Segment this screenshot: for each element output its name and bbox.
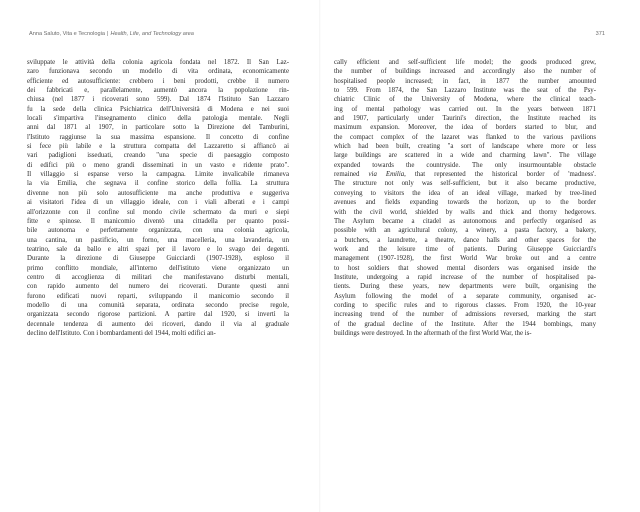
english-text-line: possible with an agricultural colony, a winery, a pasta factory, a bakery, [334, 227, 596, 235]
italian-text-line: locali s'impartiva l'insegnamento clinico della patologia mentale. Negli [27, 115, 289, 123]
italian-text-line: Il villaggio si espanse verso la campagna. Limite invalicabile rimaneva [27, 171, 289, 179]
italian-text-line: ai visitatori l'idea di un villaggio ideale, con i viali alberati e i campi [27, 199, 289, 207]
italian-text-line: centro di accoglienza di militari che manifestavano disturbi mentali, [27, 273, 289, 281]
italian-text-line: Durante la direzione di Giuseppe Guicciardi (1907-1928), esploso il [27, 255, 289, 263]
english-text-line: expanded towards the countryside. The only insurmountable obstacle [334, 161, 596, 169]
italian-text-line: con rapido aumento del numero dei ricoverati. Durante questi anni [27, 283, 289, 291]
english-text-line: tients. During these years, new departments were built, organising the [334, 283, 596, 291]
italian-text-column [27, 58, 289, 338]
english-text-line: to 599. From 1874, the San Lazzaro Institute was the seat of the Psy- [334, 87, 596, 95]
english-text-line: Asylum following the model of a separate community, organised ac- [334, 292, 596, 300]
english-text-line: management (1907-1928), the first World War broke out and a centre [334, 255, 596, 263]
english-text-column [334, 58, 596, 338]
english-text-line: Institute, undergoing a rapid increase of the number of hospitalised pa- [334, 273, 596, 281]
english-text-line: of the gradual decline of the Institute. After the 1944 bombings, many [334, 320, 596, 328]
italian-text-line: decennale tendenza di aumento dei ricoveri, dando il via al graduale [27, 320, 289, 328]
italian-text-line: zaro funzionava secondo un modello di vita ordinata, economicamente [27, 68, 289, 76]
italian-text-line: teatrino, sale da ballo e altri spazi per il lavoro e lo svago dei degenti. [27, 245, 289, 253]
running-head-author: Anna Saluto, Vita e Tecnologia [29, 31, 105, 37]
english-text-line: which had been built, creating "a sort of landscape where more or less [334, 143, 596, 151]
italian-text-line: l'Istituto raggiunse la sua massima espansione. Il concetto di confine [27, 133, 289, 141]
english-text-line: chiatric Clinic of the University of Modena, where the clinical teach- [334, 96, 596, 104]
running-head [29, 31, 194, 37]
english-text-line: the compact complex of the lazaret was flanked to the various pavilions [334, 133, 596, 141]
italian-text-line: una cantina, un pastificio, un forno, una macelleria, una lavanderia, un [27, 236, 289, 244]
english-text-line: cording to specific rules and to rigorous classes. From 1920, the 10-year [334, 301, 596, 309]
italian-text-line: bile autonoma e perfettamente organizzata, con una colonia agricola, [27, 227, 289, 235]
english-text-line: buildings were destroyed. In the aftermath of the first World War, the is- [334, 329, 532, 337]
english-text-line: ing of mental pathology was carried out. In the years between 1871 [334, 105, 596, 113]
running-head-subtitle: Health, Life, and Technology area [110, 31, 194, 37]
italian-text-line: chiusa (nel 1877 i ricoverati sono 599). Dal 1874 l'Istituto San Lazzaro [27, 96, 289, 104]
italian-text-line: fitte e spinose. Il manicomio diventò una cittadella per quanto possi- [27, 217, 289, 225]
english-text-line: hospitalised people increased; in fact, in 1877 the number amounted [334, 77, 596, 85]
italian-text-line: efficiente ed autosufficiente: crebbero i beni prodotti, crebbe il numero [27, 77, 289, 85]
italian-text-line: declino dell'Istituto. Con i bombardamenti del 1944, molti edifici an- [27, 329, 216, 337]
english-text-line: avenues and fields expanding towards the horizon, up to the border [334, 199, 596, 207]
italian-text-line: si fece più labile e la struttura compatta del Lazzaretto si affiancò ai [27, 143, 289, 151]
italian-text-line: anni dal 1871 al 1907, in particolare sotto la Direzione del Tamburini, [27, 124, 289, 132]
english-text-line: maximum expansion. Moreover, the idea of borders started to blur, and [334, 124, 596, 132]
english-text-line: The Asylum became a citadel as autonomous and perfectly organised as [334, 217, 596, 225]
running-head-separator: | [107, 31, 109, 37]
english-text-line: with the civil world, shielded by walls and thick and thorny hedgerows. [334, 208, 596, 216]
italian-text-line: vari padiglioni isseduati, creando "una specie di paesaggio composto [27, 152, 289, 160]
english-text-line: cally efficient and self-sufficient life model; the goods produced grew, [334, 59, 596, 66]
italian-text-line: dei fabbricati e, parallelamente, aumentò ancora la popolazione rin- [27, 87, 289, 95]
italian-text-line: di edifici più o meno grandi disseminati in un vasto e ridente prato". [27, 161, 289, 169]
english-text-line: and 1907, particularly under Taurini's direction, the Institute reached its [334, 115, 596, 123]
page-number: 371 [595, 31, 605, 37]
italian-text-line: fu la sede della clinica Psichiatrica dell'Università di Modena e nei suoi [27, 105, 289, 113]
english-text-line: The structure not only was self-sufficient, but it also became productive, [334, 180, 596, 188]
italian-text-line: primo conflitto mondiale, all'interno dell'istituto viene organizzato un [27, 264, 289, 272]
english-text-line: increasing trend of the number of admissions reversed, marking the start [334, 311, 596, 319]
italic-place-name: via Emilia [368, 171, 405, 179]
english-text-line: work and the leisure time of patients. During Giuseppe Guicciardi's [334, 245, 596, 253]
italian-text-line: organizzata secondo rigorose partizioni. A partire dal 1920, si invertì la [27, 311, 289, 319]
english-text-line: a butchers, a laundrette, a theatre, dance halls and other spaces for the [334, 236, 596, 244]
italian-text-line: modello di una comunità separata, ordinata secondo precise regole, [27, 301, 289, 309]
italian-text-line: la via Emilia, che segnava il confine storico della follia. La struttura [27, 180, 289, 188]
page-gutter [319, 0, 321, 512]
italian-text-line: furono edificati nuovi reparti, sviluppando il manicomio secondo il [27, 292, 289, 300]
italian-text-line: divenne non più solo autosufficiente ma anche produttiva e suggeriva [27, 189, 289, 197]
english-text-line: remained via Emilia, that represented the historical border of 'madness'. [334, 171, 597, 179]
italian-text-line: sviluppate le attività della colonia agricola fondata nel 1872. Il San Laz- [27, 59, 289, 66]
italian-text-line: all'orizzonte con il confine sul mondo civile schermato da muri e siepi [27, 208, 289, 216]
english-text-line: conveying to visitors the idea of an ideal village, marked by tree-lined [334, 189, 596, 197]
english-text-line: the number of buildings increased and accordingly also the number of [334, 68, 596, 76]
english-text-line: to host soldiers that showed mental disorders was organised inside the [334, 264, 596, 272]
english-text-line: large buildings are scattered in a wide and charming lawn". The village [334, 152, 596, 160]
